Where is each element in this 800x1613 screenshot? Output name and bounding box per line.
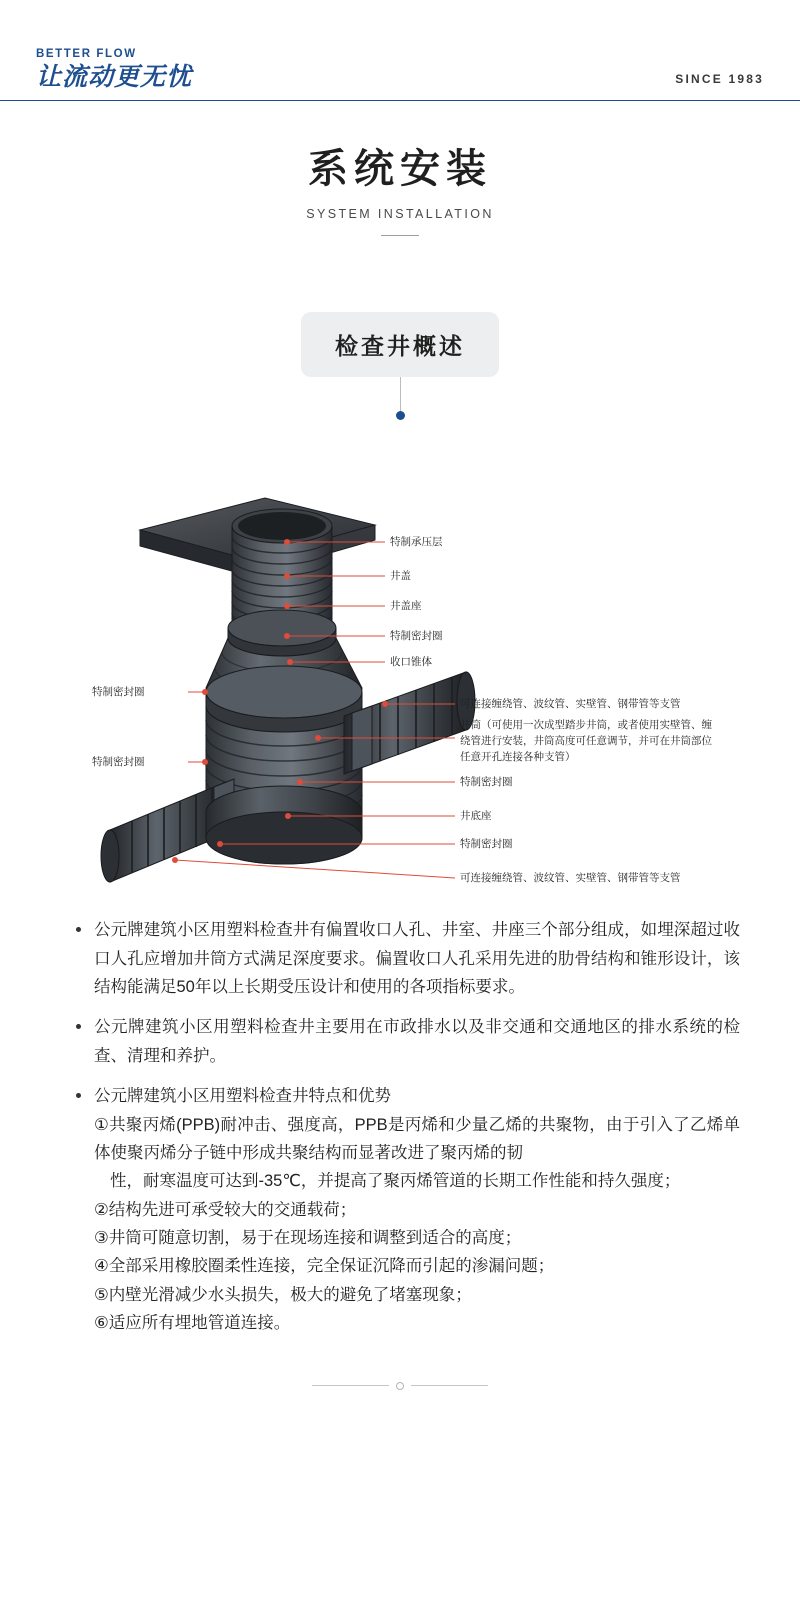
callout-seal-ring-lower: 特制密封圈 bbox=[460, 838, 513, 851]
brand-logo bbox=[36, 48, 192, 90]
callout-shaft-description: 井筒（可使用一次成型踏步井筒，或者使用实壁管、缠绕管进行安装，井筒高度可任意调节，并可在井筒部位任意开孔连接各种支管） bbox=[460, 719, 712, 763]
page-title: 系统安装 bbox=[308, 147, 492, 192]
callout-branch-pipe-lower: 可连接缠绕管、波纹管、实壁管、钢带管等支管 bbox=[460, 872, 681, 885]
callout-seal-ring-left-upper: 特制密封圈 bbox=[92, 686, 145, 699]
bullet-sub-item-4: ④全部采用橡胶圈柔性连接，完全保证沉降而引起的渗漏问题； bbox=[94, 1257, 555, 1276]
callout-bearing-layer: 特制承压层 bbox=[390, 536, 443, 549]
bullet-sub-item-5: ⑤内壁光滑减少水头损失，极大的避免了堵塞现象； bbox=[94, 1285, 472, 1304]
base-seat-shape bbox=[206, 786, 362, 864]
section-connector bbox=[0, 377, 800, 420]
callout-seal-ring-upper: 特制密封圈 bbox=[390, 630, 443, 643]
bullet-sub-item-3: ③井筒可随意切割，易于在现场连接和调整到适合的高度； bbox=[94, 1229, 522, 1247]
callout-cover-seat: 井盖座 bbox=[390, 600, 422, 613]
seal-ring-upper-shape bbox=[228, 610, 336, 656]
connector-dot bbox=[396, 411, 405, 420]
brand-tagline-en: BETTER FLOW bbox=[36, 48, 137, 60]
page-header bbox=[0, 0, 800, 101]
bullet-sub-item-6: ⑥适应所有埋地管道连接。 bbox=[94, 1314, 291, 1333]
callout-base-seat: 井底座 bbox=[460, 810, 492, 823]
footer-circle-icon bbox=[396, 1382, 404, 1390]
callout-manhole-cover: 井盖 bbox=[390, 570, 411, 583]
list-item bbox=[74, 1082, 740, 1337]
callout-cone: 收口锥体 bbox=[390, 656, 432, 669]
section-pill-label: 检查井概述 bbox=[301, 312, 499, 377]
page-subtitle: SYSTEM INSTALLATION bbox=[306, 207, 494, 222]
seal-ring-chamber-shape bbox=[206, 666, 362, 732]
list-item bbox=[74, 1013, 740, 1070]
title-divider bbox=[381, 235, 419, 236]
footer-line-right bbox=[411, 1385, 488, 1386]
page-title-block bbox=[0, 147, 800, 236]
callout-seal-ring-left-lower: 特制密封圈 bbox=[92, 756, 145, 769]
bullet-sub-item-1-cont: 性，耐寒温度可达到-35℃，并提高了聚丙烯管道的长期工作性能和持久强度； bbox=[110, 1172, 681, 1191]
since-label: SINCE 1983 bbox=[675, 72, 764, 87]
bullet-text: 公元牌建筑小区用塑料检查井有偏置收口人孔、井室、井座三个部分组成，如埋深超过收口人孔应增加井筒方式满足深度要求。偏置收口人孔采用先进的肋骨结构和锥形设计，该结构能满足50年以上长期受压设计和使用的各项指标要求。 bbox=[94, 921, 740, 996]
feature-bullet-list bbox=[74, 916, 740, 1337]
connector-line bbox=[400, 377, 401, 411]
right-branch-pipe-shape bbox=[344, 672, 475, 774]
footer-divider bbox=[312, 1382, 488, 1390]
bullet-text: 公元牌建筑小区用塑料检查井特点和优势 bbox=[94, 1087, 391, 1106]
body-content bbox=[0, 900, 800, 1337]
list-item bbox=[74, 916, 740, 1001]
bullet-sub-item-2: ②结构先进可承受较大的交通载荷； bbox=[94, 1200, 357, 1219]
bullet-sub-item-1: ①共聚丙烯(PPB)耐冲击、强度高，PPB是丙烯和少量乙烯的共聚物，由于引入了乙烯单体使聚丙烯分子链中形成共聚结构而显著改进了聚丙烯的韧 bbox=[94, 1115, 740, 1162]
brand-tagline-cn: 让流动更无忧 bbox=[36, 63, 193, 91]
bullet-text: 公元牌建筑小区用塑料检查井主要用在市政排水以及非交通和交通地区的排水系统的检查、清理和养护。 bbox=[94, 1018, 740, 1065]
section-header bbox=[0, 312, 800, 377]
manhole-diagram bbox=[0, 430, 800, 900]
footer-line-left bbox=[312, 1385, 389, 1386]
callout-branch-pipe-upper: 可连接缠绕管、波纹管、实壁管、钢带管等支管 bbox=[460, 698, 681, 711]
callout-seal-ring-mid: 特制密封圈 bbox=[460, 776, 513, 789]
